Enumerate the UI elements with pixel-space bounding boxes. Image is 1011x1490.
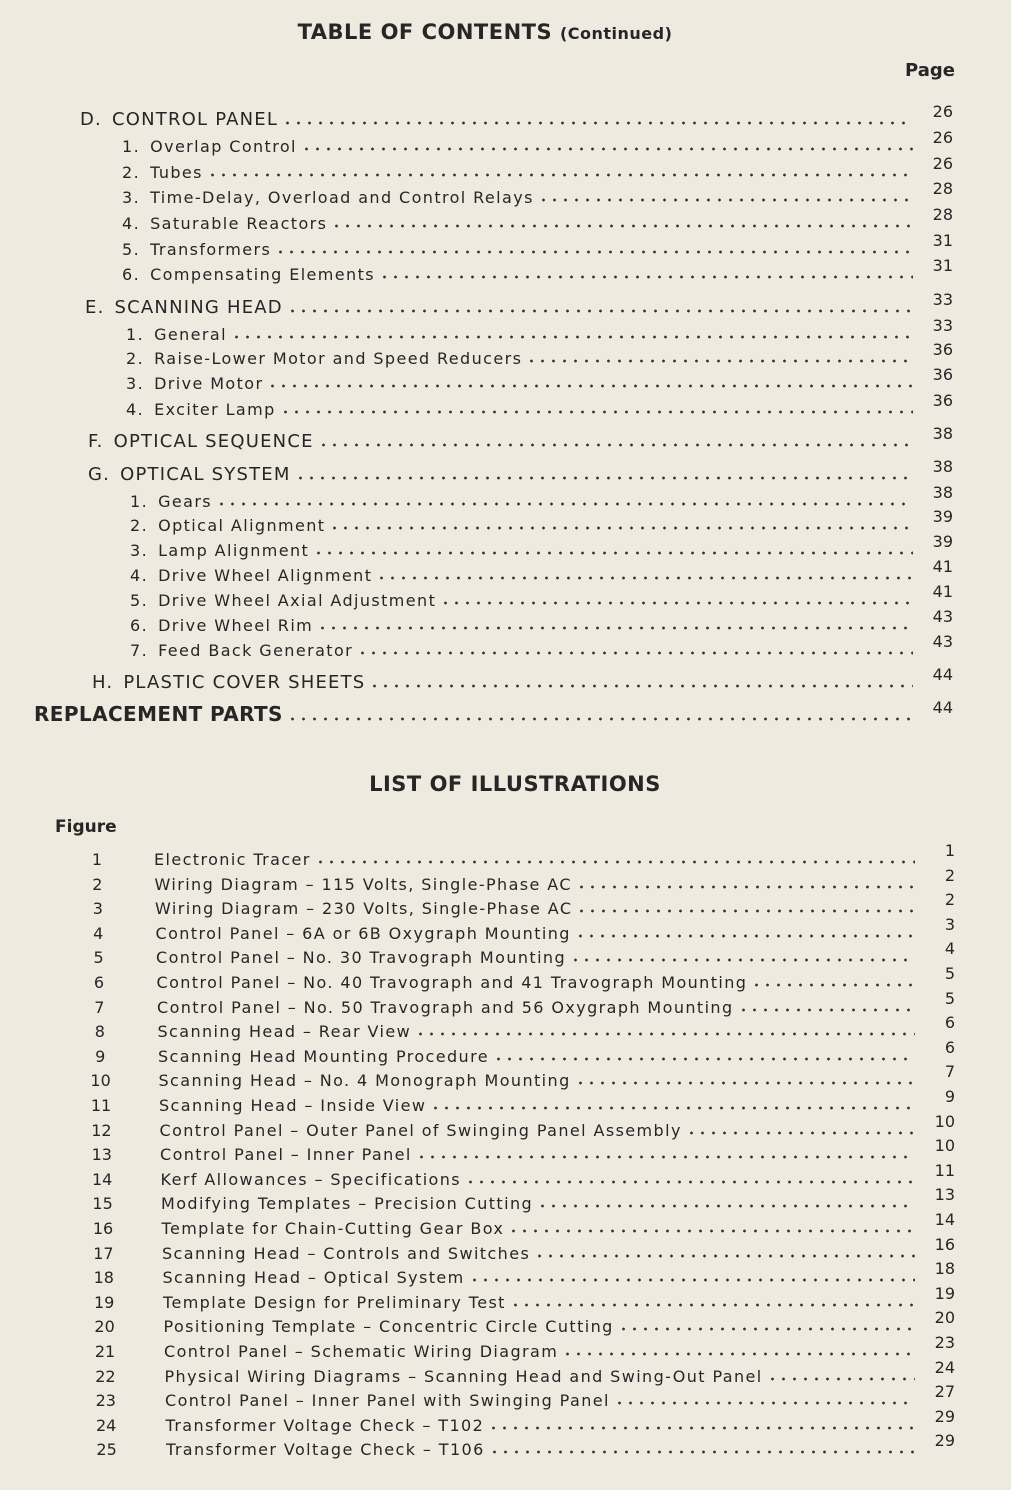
figure-number: 16 [92,1219,114,1238]
illustration-page: 7 [944,1062,955,1082]
toc-entry [122,231,953,259]
toc-entry-label: 4. [126,400,145,419]
illustration-title: Scanning Head – Rear View [157,1022,412,1042]
dot-leader [751,981,915,989]
figure-number: 19 [94,1292,115,1312]
illustration-entry [154,865,956,894]
dot-leader [216,500,913,508]
illustration-page: 14 [934,1210,955,1229]
toc-entry-label: 4. [122,214,141,233]
illustration-title: Control Panel – Inner Panel with Swinging Panel [165,1391,610,1411]
toc-entry-title: Drive Wheel Alignment [158,566,373,585]
illustration-entry [157,988,955,1017]
toc-entry [122,256,953,284]
illustration-entry [161,1185,955,1214]
illustration-title: Scanning Head – Controls and Switches [162,1243,531,1263]
dot-leader [301,145,913,153]
illustration-page: 11 [934,1160,955,1180]
toc-entry-title: PLASTIC COVER SHEETS [123,672,366,693]
illustration-title: Template Design for Preliminary Test [163,1292,506,1312]
figure-number: 15 [92,1194,113,1214]
toc-entry-title: Time-Delay, Overload and Control Relays [150,188,534,207]
toc-entry-title: Exciter Lamp [154,400,276,419]
toc-entry-title: Saturable Reactors [150,214,328,233]
dot-leader [767,1375,915,1383]
illustration-page: 9 [944,1087,955,1106]
toc-entry-label: 2. [122,163,141,182]
toc-entry-page: 41 [932,582,953,601]
figure-number: 2 [92,874,103,894]
toc-entry-label: H. [92,672,114,693]
dot-leader [575,1079,915,1087]
toc-entry-label: 2. [130,516,149,535]
dot-leader [430,1104,915,1112]
toc-entry-title: Drive Wheel Axial Adjustment [158,591,437,610]
toc-entry [80,102,953,130]
toc-entry [122,128,953,156]
dot-leader [317,624,913,632]
dot-leader [510,1301,915,1309]
illustration-entry [160,1160,956,1189]
toc-entry-label: 7. [130,641,149,660]
dot-leader [618,1325,915,1333]
toc-title-text: TABLE OF CONTENTS [297,20,553,44]
illustration-page: 10 [934,1111,955,1131]
figure-number: 12 [91,1120,112,1140]
illustration-title: Control Panel – 6A or 6B Oxygraph Mounting [155,923,571,943]
toc-entry-title: Drive Wheel Rim [158,616,314,635]
toc-entry-title: Optical Alignment [158,516,326,535]
toc-entry-title: Compensating Elements [150,265,375,284]
dot-leader [280,408,913,416]
illustration-entry [160,1136,955,1165]
illustrations-title: LIST OF ILLUSTRATIONS [369,772,661,796]
dot-leader [614,1399,915,1407]
toc-entry-page: 26 [932,154,953,173]
illustration-page: 1 [944,841,955,860]
figure-number: 18 [93,1268,114,1288]
toc-entry-page: 33 [932,290,953,309]
illustration-title: Control Panel – No. 40 Travograph and 41 Travograph Mounting [156,973,748,992]
dot-leader [329,524,913,532]
dot-leader [379,273,913,281]
dot-leader [488,1424,915,1432]
toc-entry-title: Gears [158,492,213,511]
toc-entry-title: OPTICAL SYSTEM [120,464,291,485]
toc-entry [126,316,953,344]
dot-leader [575,932,915,940]
illustration-entry [162,1234,955,1263]
toc-entry-label: 2. [126,349,145,368]
toc-entry-page: 36 [932,391,953,410]
toc-entry-page: 31 [932,231,953,250]
toc-entry-label: 5. [130,591,149,610]
illustration-title: Kerf Allowances – Specifications [160,1169,462,1189]
toc-entry-title: CONTROL PANEL [111,109,279,130]
toc-entry [126,391,953,419]
toc-entry-page: 39 [932,532,953,551]
illustration-title: Scanning Head – Optical System [162,1268,465,1288]
dot-leader [738,1006,915,1014]
figure-number: 24 [96,1415,117,1435]
toc-entry [130,582,953,610]
figure-column-header: Figure [55,817,117,837]
illustration-title: Positioning Template – Concentric Circle Cutting [163,1317,614,1337]
toc-entry-title: REPLACEMENT PARTS [34,702,283,726]
dot-leader [489,1448,915,1456]
illustration-entry [164,1357,956,1386]
toc-entry [34,698,953,726]
illustration-page: 2 [944,890,955,910]
figure-number: 20 [94,1317,115,1337]
illustration-entry [165,1406,956,1435]
illustration-title: Wiring Diagram – 115 Volts, Single-Phase AC [154,874,572,894]
toc-entry-label: 3. [122,188,141,207]
figure-number: 22 [95,1366,116,1386]
figure-number: 10 [90,1071,111,1091]
toc-entry-page: 38 [932,483,953,502]
toc-entry [122,179,953,207]
illustration-title: Control Panel – No. 50 Travograph and 56 Oxygraph Mounting [157,997,734,1017]
illustration-page: 6 [944,1013,955,1033]
dot-leader [465,1178,915,1186]
toc-entry-title: OPTICAL SEQUENCE [113,431,314,452]
illustration-title: Scanning Head – No. 4 Monograph Mounting [158,1071,571,1091]
figure-number: 6 [93,973,105,992]
dot-leader [357,649,913,657]
figure-number: 21 [94,1342,116,1361]
dot-leader [318,441,913,449]
illustration-page: 6 [944,1037,955,1057]
illustration-title: Control Panel – Inner Panel [160,1145,412,1165]
illustration-page: 10 [934,1136,955,1156]
illustration-entry [155,890,955,919]
illustration-title: Transformer Voltage Check – T106 [166,1440,485,1460]
dot-leader [267,382,913,390]
dot-leader [562,1350,915,1358]
toc-entry [126,365,953,393]
illustration-entry [165,1382,955,1411]
dot-leader [537,1202,915,1210]
toc-entry-page: 28 [932,205,953,224]
toc-entry [88,424,953,452]
illustration-title: Template for Chain-Cutting Gear Box [161,1219,505,1238]
illustration-page: 23 [934,1333,955,1352]
illustration-entry [156,964,956,992]
illustration-page: 29 [934,1406,955,1426]
toc-title [0,20,970,44]
figure-number: 17 [93,1243,114,1263]
illustration-title: Scanning Head – Inside View [159,1096,427,1115]
illustration-entry [166,1431,955,1460]
illustration-page: 16 [934,1234,955,1254]
toc-entry-page: 38 [932,457,953,476]
illustration-entry [155,914,956,943]
illustration-title: Control Panel – Schematic Wiring Diagram [164,1342,559,1361]
dot-leader [570,956,915,964]
dot-leader [440,599,913,607]
toc-entry-label: 4. [130,566,149,585]
illustration-title: Control Panel – Outer Panel of Swinging Panel Assembly [159,1120,682,1140]
dot-leader [295,474,913,482]
toc-entry-title: Transformers [150,240,272,259]
dot-leader [576,883,915,891]
illustration-page: 20 [934,1308,955,1328]
illustration-entry [163,1283,955,1312]
dot-leader [416,1153,915,1161]
illustration-page: 5 [944,964,955,983]
toc-entry-label: 6. [122,265,141,284]
toc-entry-title: General [154,325,227,344]
dot-leader [576,907,915,915]
dot-leader [376,574,913,582]
toc-entry-page: 31 [932,256,953,275]
toc-entry-page: 39 [932,507,953,526]
toc-entry [126,340,953,368]
illustration-page: 19 [934,1283,955,1303]
illustration-page: 5 [944,988,955,1008]
toc-entry-page: 26 [932,102,953,121]
toc-entry-label: 1. [122,137,141,156]
toc-entry-page: 36 [932,340,953,359]
toc-entry-page: 44 [932,665,953,684]
dot-leader [207,171,913,179]
illustration-page: 13 [934,1185,955,1205]
toc-entry-page: 33 [932,316,953,335]
illustration-page: 4 [944,939,955,959]
illustration-entry [159,1087,955,1115]
dot-leader [534,1252,915,1260]
dot-leader [369,682,913,690]
figure-number: 11 [90,1096,112,1115]
page-column-header: Page [905,60,955,81]
dot-leader [493,1055,915,1063]
toc-entry-label: 1. [126,325,145,344]
dot-leader [538,196,913,204]
toc-entry [88,457,953,485]
dot-leader [231,333,913,341]
toc-entry [130,507,953,535]
illustration-entry [158,1037,955,1066]
toc-entry-label: 6. [130,616,149,635]
toc-entry-title: Lamp Alignment [158,541,310,560]
toc-entry-page: 43 [932,607,953,626]
toc-entry-title: Drive Motor [154,374,264,393]
figure-number: 23 [95,1391,116,1411]
toc-title-suffix: (Continued) [559,24,673,43]
illustration-title: Wiring Diagram – 230 Volts, Single-Phase AC [155,899,573,919]
dot-leader [287,307,913,315]
illustration-page: 24 [934,1357,955,1377]
dot-leader [313,549,913,557]
illustration-entry [156,939,955,968]
illustration-page: 27 [934,1382,955,1402]
figure-number: 9 [95,1046,106,1066]
illustration-entry [157,1013,956,1042]
toc-entry-label: 1. [130,492,149,511]
toc-entry-page: 36 [932,365,953,384]
toc-entry-page: 44 [932,698,953,717]
illustration-page: 3 [944,914,955,934]
figure-number: 7 [94,997,105,1017]
toc-entry [92,665,953,693]
illustration-title: Electronic Tracer [154,850,311,869]
toc-entry-title: SCANNING HEAD [114,297,283,318]
toc-entry-page: 28 [932,179,953,198]
illustration-entry [158,1062,956,1091]
figure-number: 4 [93,923,104,943]
figure-number: 14 [92,1169,113,1189]
figure-number: 8 [94,1022,105,1042]
dot-leader [469,1276,915,1284]
dot-leader [415,1030,915,1038]
toc-entry [130,483,953,511]
illustration-entry [163,1308,956,1337]
toc-entry-label: F. [88,431,104,452]
toc-entry-label: D. [80,109,102,130]
illustration-title: Control Panel – No. 30 Travograph Mounting [156,948,567,968]
toc-entry-page: 26 [932,128,953,147]
figure-number: 5 [93,948,104,968]
illustration-entry [159,1111,956,1140]
illustration-title: Scanning Head Mounting Procedure [158,1046,489,1066]
illustration-entry [162,1259,956,1288]
toc-entry-title: Feed Back Generator [158,641,354,660]
toc-entry-title: Overlap Control [150,137,297,156]
toc-entry [122,205,953,233]
dot-leader [282,119,913,127]
toc-entry [122,154,953,182]
toc-entry [85,290,953,318]
toc-entry [130,632,953,660]
toc-entry-title: Raise-Lower Motor and Speed Reducers [154,349,523,368]
toc-entry-page: 41 [932,557,953,576]
illustration-entry [161,1210,956,1238]
dot-leader [331,222,913,230]
toc-entry [130,532,953,560]
dot-leader [686,1129,915,1137]
toc-entry-label: G. [88,464,111,485]
illustration-entry [164,1333,955,1361]
illustration-page: 18 [934,1259,955,1279]
illustration-page: 29 [934,1431,955,1451]
dot-leader [275,248,913,256]
toc-entry-label: 3. [126,374,145,393]
dot-leader [287,715,913,723]
toc-entry-title: Tubes [150,163,203,182]
toc-entry-label: E. [85,297,105,318]
illustration-title: Transformer Voltage Check – T102 [165,1415,485,1435]
illustration-page: 2 [944,865,955,885]
figure-number: 25 [96,1440,117,1460]
figure-number: 13 [91,1145,112,1165]
illustration-title: Physical Wiring Diagrams – Scanning Head and Swing-Out Panel [164,1366,763,1386]
toc-entry-page: 43 [932,632,953,651]
dot-leader [526,357,913,365]
dot-leader [315,858,915,866]
figure-number: 1 [91,850,103,869]
figure-number: 3 [92,899,103,919]
toc-entry-page: 38 [932,424,953,443]
dot-leader [508,1227,915,1235]
illustration-title: Modifying Templates – Precision Cutting [161,1194,534,1214]
toc-entry [130,607,953,635]
toc-entry-label: 5. [122,240,141,259]
toc-entry [130,557,953,585]
illustration-entry [154,841,955,869]
toc-entry-label: 3. [130,541,149,560]
